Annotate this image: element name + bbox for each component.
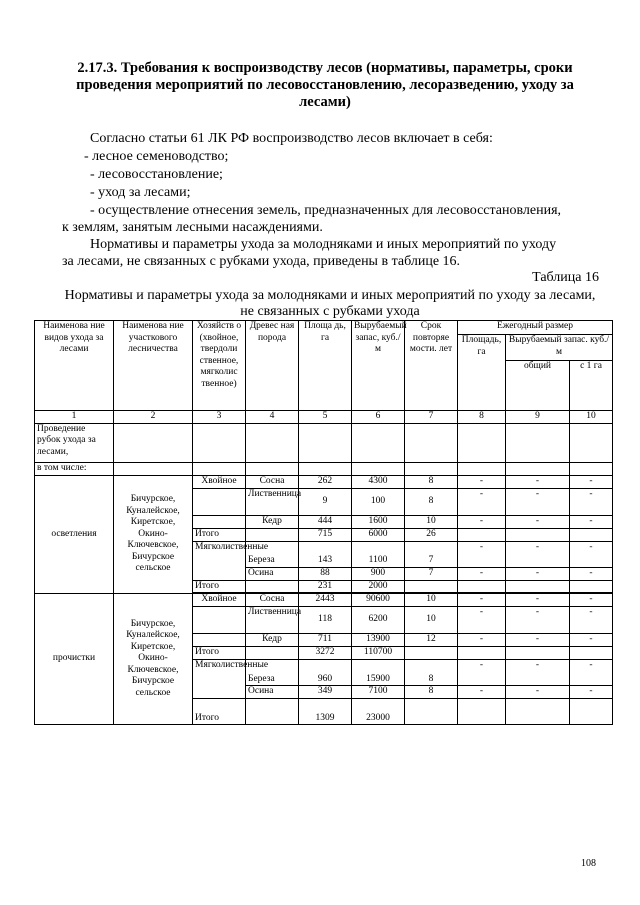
table-row: Итого 3272 110700 xyxy=(35,647,613,660)
column-number: 4 xyxy=(246,411,299,424)
section-heading: 2.17.3. Требования к воспроизводству лесов (нормативы, параметры, сроки проведения мероприятий по лесовосстановлению, лесоразведению, уходу за лесами) xyxy=(76,60,574,110)
column-number: 8 xyxy=(458,411,506,424)
table-number: Таблица 16 xyxy=(532,270,599,285)
table-row: Итого 231 2000 xyxy=(35,580,613,593)
table-row: осветления Бичурское, Куналейское, Киретское, Окино-Ключевское, Бичурское сельское Хвойное Сосна 262 4300 8 - - - xyxy=(35,475,613,488)
table-row: Лиственница 118 6200 10 - - - xyxy=(35,607,613,634)
care-type: осветления xyxy=(35,475,114,594)
header-cell: Вырубаемый запас. куб./м xyxy=(506,335,613,361)
paragraph-line: Согласно статьи 61 ЛК РФ воспроизводство лесов включает в себя: xyxy=(90,131,493,146)
column-number: 1 xyxy=(35,411,114,424)
group-label: Проведение рубок ухода за лесами, xyxy=(35,423,114,462)
column-number: 10 xyxy=(570,411,613,424)
table-row: Кедр 444 1600 10 - - - xyxy=(35,515,613,528)
header-cell: с 1 га xyxy=(570,361,613,411)
column-number: 7 xyxy=(405,411,458,424)
table-row: Итого 715 6000 26 xyxy=(35,528,613,541)
table-row: прочистки Бичурское, Куналейское, Киретское, Окино-Ключевское, Бичурское сельское Хвойное Сосна 2443 90600 10 - - - xyxy=(35,594,613,607)
table-row: Мягколиственные Береза 960 15900 8 - - - xyxy=(35,660,613,686)
header-cell: общий xyxy=(506,361,570,411)
list-item: - лесовосстановление; xyxy=(90,167,223,182)
header-cell: Хозяйств о (хвойное, твердоли ственное, мягколис твенное) xyxy=(193,321,246,411)
list-item: - лесное семеноводство; xyxy=(84,149,229,164)
header-cell: Наименова ние участкового лесничества xyxy=(114,321,193,411)
table-row: Осина 349 7100 8 - - - xyxy=(35,686,613,699)
forestry-names: Бичурское, Куналейское, Киретское, Окино-Ключевское, Бичурское сельское xyxy=(114,594,193,725)
header-cell: Срок повторяе мости. лет xyxy=(405,321,458,411)
paragraph-line: Нормативы и параметры ухода за молодняками и иных мероприятий по уходу xyxy=(90,237,557,252)
header-cell: Площадь, га xyxy=(458,335,506,411)
column-number: 6 xyxy=(352,411,405,424)
table-row: Итого 1309 23000 xyxy=(35,699,613,725)
list-item: - уход за лесами; xyxy=(90,185,191,200)
table-row: Кедр 711 13900 12 - - - xyxy=(35,634,613,647)
header-cell: Площа дь, га xyxy=(299,321,352,411)
group-note: в том числе: xyxy=(35,462,114,475)
column-number: 9 xyxy=(506,411,570,424)
column-number: 2 xyxy=(114,411,193,424)
column-number: 3 xyxy=(193,411,246,424)
header-cell: Вырубаемый запас, куб./м xyxy=(352,321,405,411)
table-row: Лиственница 9 100 8 - - - xyxy=(35,488,613,515)
table-row: Осина 88 900 7 - - - xyxy=(35,567,613,580)
care-type: прочистки xyxy=(35,594,114,725)
paragraph-line: за лесами, не связанных с рубками ухода, приведены в таблице 16. xyxy=(62,254,461,269)
header-cell: Наименова ние видов ухода за лесами xyxy=(35,321,114,411)
table-caption: Нормативы и параметры ухода за молодняками и иных мероприятий по уходу за лесами, не связанных с рубками ухода xyxy=(64,288,596,319)
header-cell: Древес ная порода xyxy=(246,321,299,411)
page-number: 108 xyxy=(581,858,596,869)
forestry-names: Бичурское, Куналейское, Киретское, Окино-Ключевское, Бичурское сельское xyxy=(114,475,193,594)
norms-table xyxy=(34,320,613,725)
paragraph-line: к землям, занятым лесными насаждениями. xyxy=(62,220,323,235)
column-number: 5 xyxy=(299,411,352,424)
header-cell: Ежегодный размер xyxy=(458,321,613,335)
table-row: Мягколиственные Береза 143 1100 7 - - - xyxy=(35,541,613,567)
list-item: - осуществление отнесения земель, предназначенных для лесовосстановления, xyxy=(90,203,562,218)
